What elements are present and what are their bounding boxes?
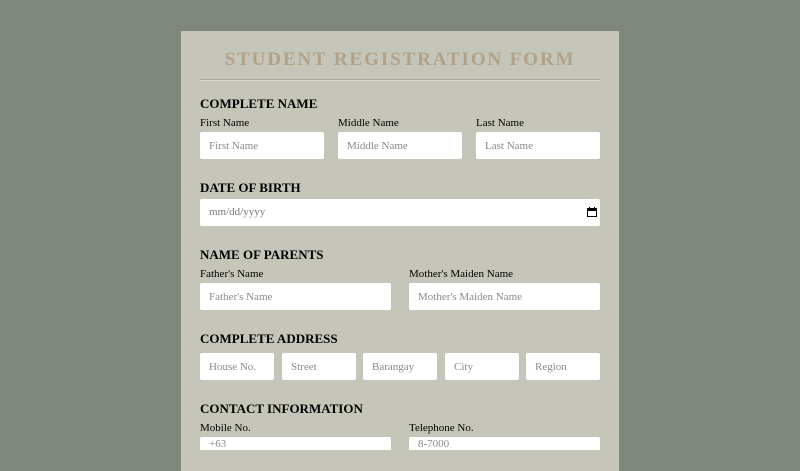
barangay-input[interactable] — [363, 353, 437, 380]
calendar-icon[interactable] — [587, 207, 597, 217]
parents-heading: NAME OF PARENTS — [200, 247, 324, 262]
father-name-label: Father's Name — [200, 268, 264, 280]
telephone-input[interactable] — [409, 437, 600, 450]
first-name-label: First Name — [200, 117, 250, 129]
last-name-input[interactable] — [476, 132, 600, 159]
mobile-input[interactable] — [200, 437, 391, 450]
father-name-input[interactable] — [200, 283, 391, 310]
mother-name-input[interactable] — [409, 283, 600, 310]
date-of-birth-heading: DATE OF BIRTH — [200, 180, 301, 195]
form-title: STUDENT REGISTRATION FORM — [224, 49, 576, 70]
title-divider — [200, 79, 600, 81]
house-number-input[interactable] — [200, 353, 274, 380]
mobile-label: Mobile No. — [200, 422, 251, 434]
date-placeholder: mm/dd/yyyy — [209, 206, 266, 218]
telephone-label: Telephone No. — [409, 422, 474, 434]
region-input[interactable] — [526, 353, 600, 380]
contact-heading: CONTACT INFORMATION — [200, 401, 363, 416]
mother-name-label: Mother's Maiden Name — [409, 268, 514, 280]
first-name-input[interactable] — [200, 132, 324, 159]
last-name-label: Last Name — [476, 117, 524, 129]
address-heading: COMPLETE ADDRESS — [200, 331, 338, 346]
street-input[interactable] — [282, 353, 356, 380]
middle-name-input[interactable] — [338, 132, 462, 159]
city-input[interactable] — [445, 353, 519, 380]
middle-name-label: Middle Name — [338, 117, 399, 129]
date-of-birth-input[interactable] — [200, 199, 600, 226]
complete-name-heading: COMPLETE NAME — [200, 96, 318, 111]
